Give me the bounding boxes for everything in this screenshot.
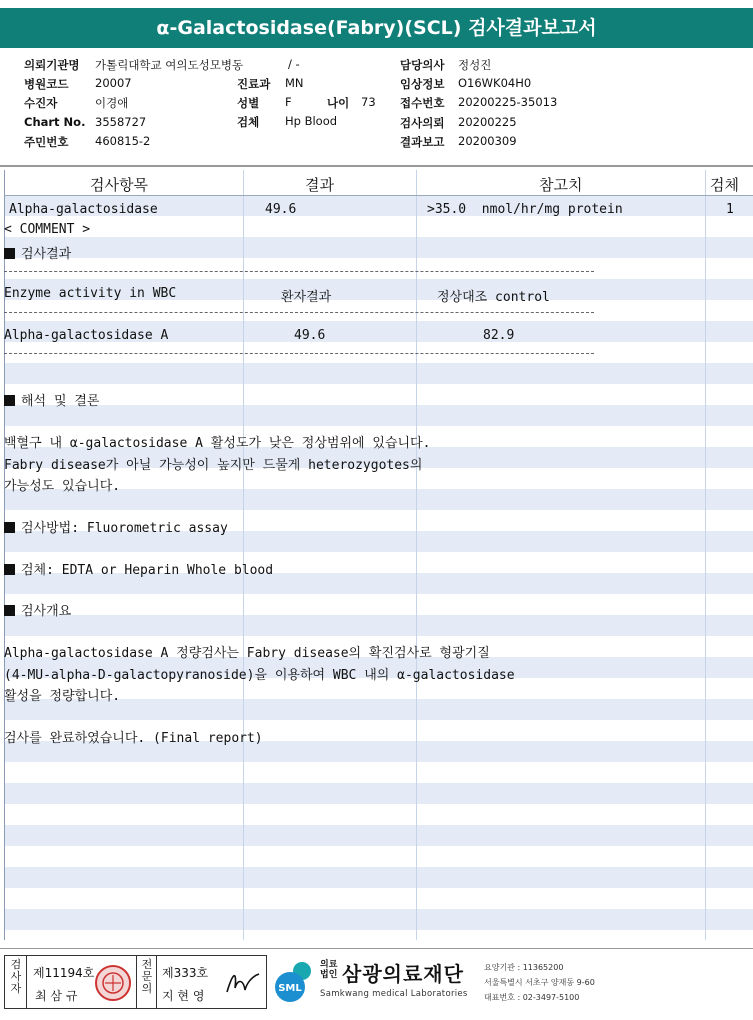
report-date-label: 결과보고 bbox=[400, 135, 445, 149]
dashed-divider bbox=[4, 271, 594, 272]
header-specimen: 검체 bbox=[710, 176, 739, 194]
section-overview: 검사개요 bbox=[4, 600, 71, 619]
header-reference: 참고치 bbox=[539, 176, 583, 194]
dept-value: MN bbox=[285, 76, 304, 90]
request-label: 검사의뢰 bbox=[400, 116, 445, 130]
header-result: 결과 bbox=[305, 176, 334, 194]
specimen-value: Hp Blood bbox=[285, 114, 338, 128]
inst-extra: / - bbox=[288, 57, 300, 71]
inst-label: 의뢰기관명 bbox=[24, 58, 80, 72]
clinical-label: 임상정보 bbox=[400, 77, 445, 91]
specialist-vertical-label: 전문의 bbox=[141, 958, 153, 995]
age-value: 73 bbox=[361, 95, 376, 109]
overview-line-3: 활성을 정량합니다. bbox=[4, 689, 121, 704]
clinical-value: O16WK04H0 bbox=[458, 76, 532, 90]
result-item: Alpha-galactosidase bbox=[9, 202, 158, 217]
sex-label: 성별 bbox=[237, 96, 260, 110]
enzyme-name: Alpha-galactosidase A bbox=[4, 328, 169, 343]
examiner-license-no: 제11194호 bbox=[33, 966, 95, 980]
code-value: 20007 bbox=[95, 76, 132, 90]
org-prefix-1: 의료 bbox=[320, 960, 338, 970]
report-date-value: 20200309 bbox=[458, 134, 517, 148]
patient-value: 이경애 bbox=[95, 96, 129, 110]
control-result: 82.9 bbox=[483, 328, 515, 343]
section-method: 검사방법: Fluorometric assay bbox=[4, 517, 228, 536]
organization-name bbox=[320, 956, 490, 1006]
dept-label: 진료과 bbox=[237, 77, 271, 91]
interpretation-line-1: 백혈구 내 α-galactosidase A 활성도가 낮은 정상범위에 있습니다. bbox=[4, 436, 431, 451]
comment-label: < COMMENT > bbox=[4, 222, 91, 237]
seal-stamp-icon bbox=[93, 963, 133, 1003]
inst-value: 가톨릭대학교 여의도성모병동 bbox=[95, 58, 244, 72]
patient-info bbox=[0, 55, 753, 160]
patient-result: 49.6 bbox=[294, 328, 326, 343]
doctor-value: 정성진 bbox=[458, 58, 492, 72]
request-value: 20200225 bbox=[458, 115, 517, 129]
square-bullet-icon bbox=[4, 395, 15, 406]
org-title: 삼광의료재단 bbox=[342, 962, 464, 986]
overview-line-1: Alpha-galactosidase A 정량검사는 Fabry disease의 확진검사로 형광기질 bbox=[4, 646, 490, 661]
org-english: Samkwang medical Laboratories bbox=[320, 989, 468, 999]
interpretation-line-2: Fabry disease가 아닐 가능성이 높지만 드물게 heterozygotes의 bbox=[4, 458, 423, 473]
header-item: 검사항목 bbox=[90, 176, 148, 194]
col-patient-header: 환자결과 bbox=[281, 290, 332, 305]
header-divider bbox=[4, 195, 753, 196]
square-bullet-icon bbox=[4, 522, 15, 533]
code-label: 병원코드 bbox=[24, 77, 69, 91]
table-header bbox=[4, 171, 753, 195]
section-results: 검사결과 bbox=[4, 243, 71, 262]
chart-label: Chart No. bbox=[24, 115, 86, 129]
chart-value: 3558727 bbox=[95, 115, 147, 129]
report-title: α-Galactosidase(Fabry)(SCL) 검사결과보고서 bbox=[0, 8, 753, 48]
age-label: 나이 bbox=[327, 96, 350, 110]
specialist-name: 지 현 영 bbox=[162, 989, 205, 1003]
dashed-divider bbox=[4, 312, 594, 313]
col-enzyme-header: Enzyme activity in WBC bbox=[4, 286, 177, 301]
patient-label: 수진자 bbox=[24, 96, 58, 110]
receipt-label: 접수번호 bbox=[400, 96, 445, 110]
dashed-divider bbox=[4, 353, 594, 354]
org-code: 요양기관 : 11365200 bbox=[484, 963, 564, 972]
final-report-note: 검사를 완료하였습니다. (Final report) bbox=[4, 731, 263, 746]
col-control-header: 정상대조 control bbox=[437, 290, 550, 305]
overview-line-2: (4-MU-alpha-D-galactopyranoside)을 이용하여 WBC 내의 α-galactosidase bbox=[4, 668, 515, 683]
info-separator bbox=[0, 165, 753, 167]
sex-value: F bbox=[285, 95, 292, 109]
result-specimen-count: 1 bbox=[726, 202, 734, 217]
square-bullet-icon bbox=[4, 248, 15, 259]
square-bullet-icon bbox=[4, 564, 15, 575]
org-street: 서울특별시 서초구 양재동 9-60 bbox=[484, 978, 595, 987]
footer bbox=[0, 952, 753, 1012]
org-prefix-2: 법인 bbox=[320, 970, 338, 980]
section-interpretation: 해석 및 결론 bbox=[4, 390, 99, 409]
org-phone: 대표번호 : 02-3497-5100 bbox=[484, 993, 580, 1002]
footer-separator bbox=[0, 948, 753, 949]
result-value: 49.6 bbox=[265, 202, 297, 217]
rrn-label: 주민번호 bbox=[24, 135, 69, 149]
specimen-label: 검체 bbox=[237, 115, 260, 129]
specialist-license-no: 제333호 bbox=[162, 966, 209, 980]
signature-box bbox=[4, 955, 267, 1009]
result-reference: >35.0 nmol/hr/mg protein bbox=[427, 202, 623, 217]
rrn-value: 460815-2 bbox=[95, 134, 151, 148]
square-bullet-icon bbox=[4, 605, 15, 616]
examiner-vertical-label: 검사자 bbox=[10, 958, 22, 995]
section-specimen: 검체: EDTA or Heparin Whole blood bbox=[4, 559, 273, 578]
examiner-name: 최 삼 규 bbox=[35, 989, 78, 1003]
sml-logo-icon bbox=[272, 957, 320, 1005]
org-address bbox=[484, 960, 595, 1005]
doctor-label: 담당의사 bbox=[400, 58, 445, 72]
svg-text:SML: SML bbox=[278, 983, 302, 994]
receipt-value: 20200225-35013 bbox=[458, 95, 558, 109]
signature-icon bbox=[223, 966, 263, 998]
interpretation-line-3: 가능성도 있습니다. bbox=[4, 479, 121, 494]
